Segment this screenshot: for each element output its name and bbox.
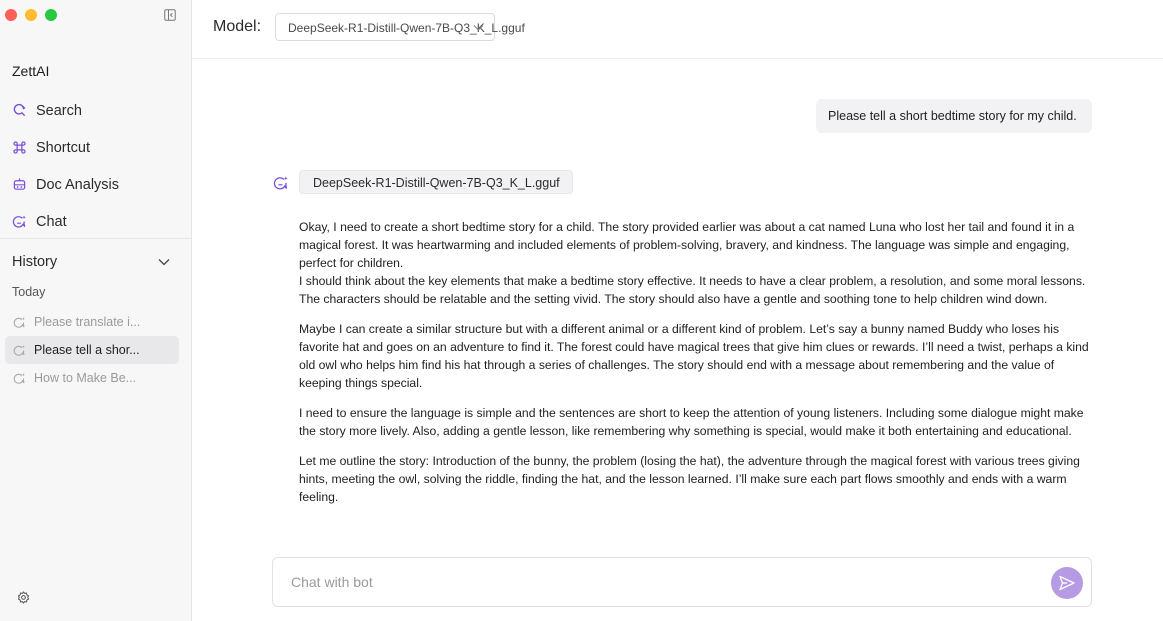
- response-paragraph: Let me outline the story: Introduction of the bunny, the problem (losing the hat), the adventure through the magical forest with various trees giving hints, meeting the owl, solving the riddle, finding the hat, and the lesson learned. I’ll make sure each part flows smoothly and ends with a warm feeling.: [299, 454, 1080, 504]
- minimize-window-button[interactable]: [25, 9, 37, 21]
- chevron-down-icon: [473, 22, 484, 33]
- sidebar-item-label: Search: [36, 102, 82, 119]
- response-paragraph: I should think about the key elements that make a bedtime story effective. It needs to have a clear problem, a resolution, and some moral lessons. The characters should be relatable and the setting vivid. The story should also have a gentle and soothing tone to help children wind down.: [299, 274, 1086, 306]
- history-item[interactable]: [5, 308, 179, 336]
- sidebar-toggle-icon[interactable]: [164, 9, 176, 21]
- model-label: Model:: [213, 18, 262, 35]
- command-icon: [12, 140, 27, 155]
- app-name: ZettAI: [12, 63, 50, 79]
- gear-icon[interactable]: [17, 591, 30, 604]
- history-item[interactable]: [5, 364, 179, 392]
- history-group-label: Today: [12, 285, 46, 299]
- chevron-down-icon[interactable]: [158, 258, 170, 266]
- response-paragraph: Okay, I need to create a short bedtime story for a child. The story provided earlier was about a cat named Luna who lost her tail and found it in a magical forest. It was heartwarming and included elements of problem-solving, bravery, and kindness. The language was simple and engaging, perfect for children.: [299, 220, 1075, 270]
- history-list: [5, 308, 179, 392]
- chat-icon: [13, 372, 26, 385]
- history-item-label: How to Make Be...: [34, 371, 137, 385]
- send-icon: [1058, 574, 1076, 592]
- sidebar-item-label: Chat: [36, 213, 67, 230]
- bot-response: [299, 218, 1095, 518]
- close-window-button[interactable]: [5, 9, 17, 21]
- window-controls: [5, 9, 57, 21]
- send-button[interactable]: [1051, 567, 1083, 599]
- history-header[interactable]: [12, 254, 170, 270]
- sidebar: [0, 0, 192, 621]
- chat-icon: [13, 316, 26, 329]
- user-message: Please tell a short bedtime story for my child.: [816, 99, 1092, 133]
- bot-model-tag: DeepSeek-R1-Distill-Qwen-7B-Q3_K_L.gguf: [299, 170, 573, 194]
- sidebar-item-shortcut[interactable]: [12, 129, 182, 166]
- chat-input[interactable]: [291, 574, 1031, 590]
- chat-icon: [13, 344, 26, 357]
- top-bar: [192, 0, 1163, 59]
- chat-input-box: [272, 557, 1092, 607]
- response-paragraph: I need to ensure the language is simple and the sentences are short to keep the attention of young listeners. Including some dialogue might make the story more lively. Also, adding a gentle lesson, like remembering why something is special, would make it both entertaining and educational.: [299, 406, 1084, 438]
- model-select-value: DeepSeek-R1-Distill-Qwen-7B-Q3_K_L.gguf: [288, 21, 525, 35]
- history-item-label: Please tell a shor...: [34, 343, 140, 357]
- response-paragraph: Maybe I can create a similar structure but with a different animal or a different kind of problem. Let’s say a bunny named Buddy who loses his favorite hat and goes on an adventure to find it. The forest could have magical trees that give him clues or rewards. I’ll need a twist, perhaps a kind old owl who helps him find his hat through a series of challenges. The story should end with a message about remembering and the value of keeping things special.: [299, 322, 1089, 390]
- history-item-label: Please translate i...: [34, 315, 141, 329]
- chat-icon: [12, 214, 27, 229]
- history-item-active[interactable]: [5, 336, 179, 364]
- maximize-window-button[interactable]: [45, 9, 57, 21]
- robot-icon: [12, 177, 27, 192]
- sidebar-item-chat[interactable]: [12, 203, 182, 240]
- sidebar-item-doc-analysis[interactable]: [12, 166, 182, 203]
- sidebar-divider: [0, 238, 191, 239]
- model-select[interactable]: [275, 13, 525, 41]
- sidebar-item-search[interactable]: [12, 92, 182, 129]
- history-title: History: [12, 254, 58, 270]
- sidebar-nav: [12, 92, 182, 240]
- bot-chat-icon: [273, 175, 289, 191]
- search-icon: [12, 103, 27, 118]
- sidebar-item-label: Doc Analysis: [36, 176, 120, 193]
- sidebar-item-label: Shortcut: [36, 139, 90, 156]
